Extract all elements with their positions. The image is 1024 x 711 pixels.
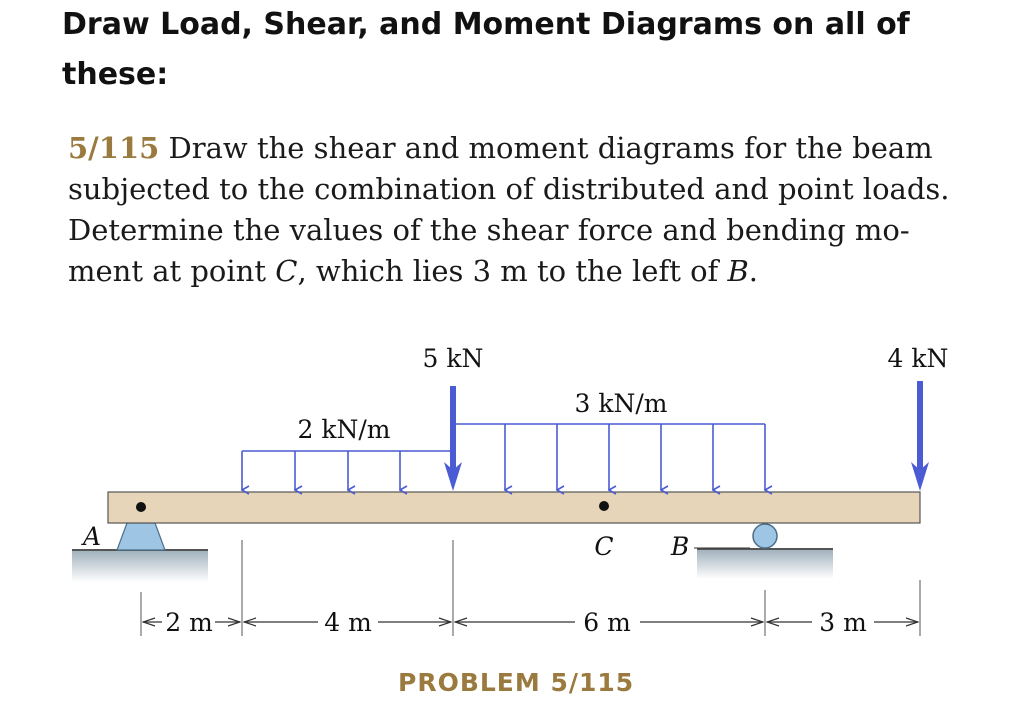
pin-support-a [117,523,165,550]
label-c: C [594,532,614,561]
distributed-load-3kn [453,424,765,490]
point-load-5kn [444,386,462,491]
label-b: B [670,532,690,561]
label-4kn: 4 kN [887,344,949,373]
heading-line-1: Draw Load, Shear, and Moment Diagrams on all of [62,7,910,42]
ground-a [72,550,208,582]
problem-line-3: Determine the values of the shear force and bending mo- [68,213,910,247]
problem-point-c: C [275,254,298,288]
roller-support [753,524,777,548]
label-a: A [82,522,102,551]
problem-point-b: B [727,254,749,288]
label-3kn-per-m: 3 kN/m [574,389,668,418]
figure-caption: PROBLEM 5/115 [398,668,635,697]
problem-line-4-b: , which lies 3 m to the left of [297,254,728,288]
label-2kn-per-m: 2 kN/m [297,415,391,444]
distributed-load-2kn [242,451,453,490]
ground-b [697,549,833,579]
label-5kn: 5 kN [422,344,484,373]
beam [108,492,920,523]
dim-3m: 3 m [819,608,867,637]
heading-line-2: these: [62,57,169,92]
dim-2m: 2 m [165,608,213,637]
problem-line-4-c: . [748,254,759,288]
pin-dot-a [136,502,146,512]
problem-line-4-a: ment at point [68,254,276,288]
problem-number: 5/115 [68,131,160,165]
dim-4m: 4 m [324,608,372,637]
dim-6m: 6 m [583,608,631,637]
point-c-dot [599,501,609,511]
point-load-4kn [911,381,929,491]
problem-line-2: subjected to the combination of distributed and point loads. [68,172,950,206]
problem-line-1-text: Draw the shear and moment diagrams for the beam [159,131,933,165]
